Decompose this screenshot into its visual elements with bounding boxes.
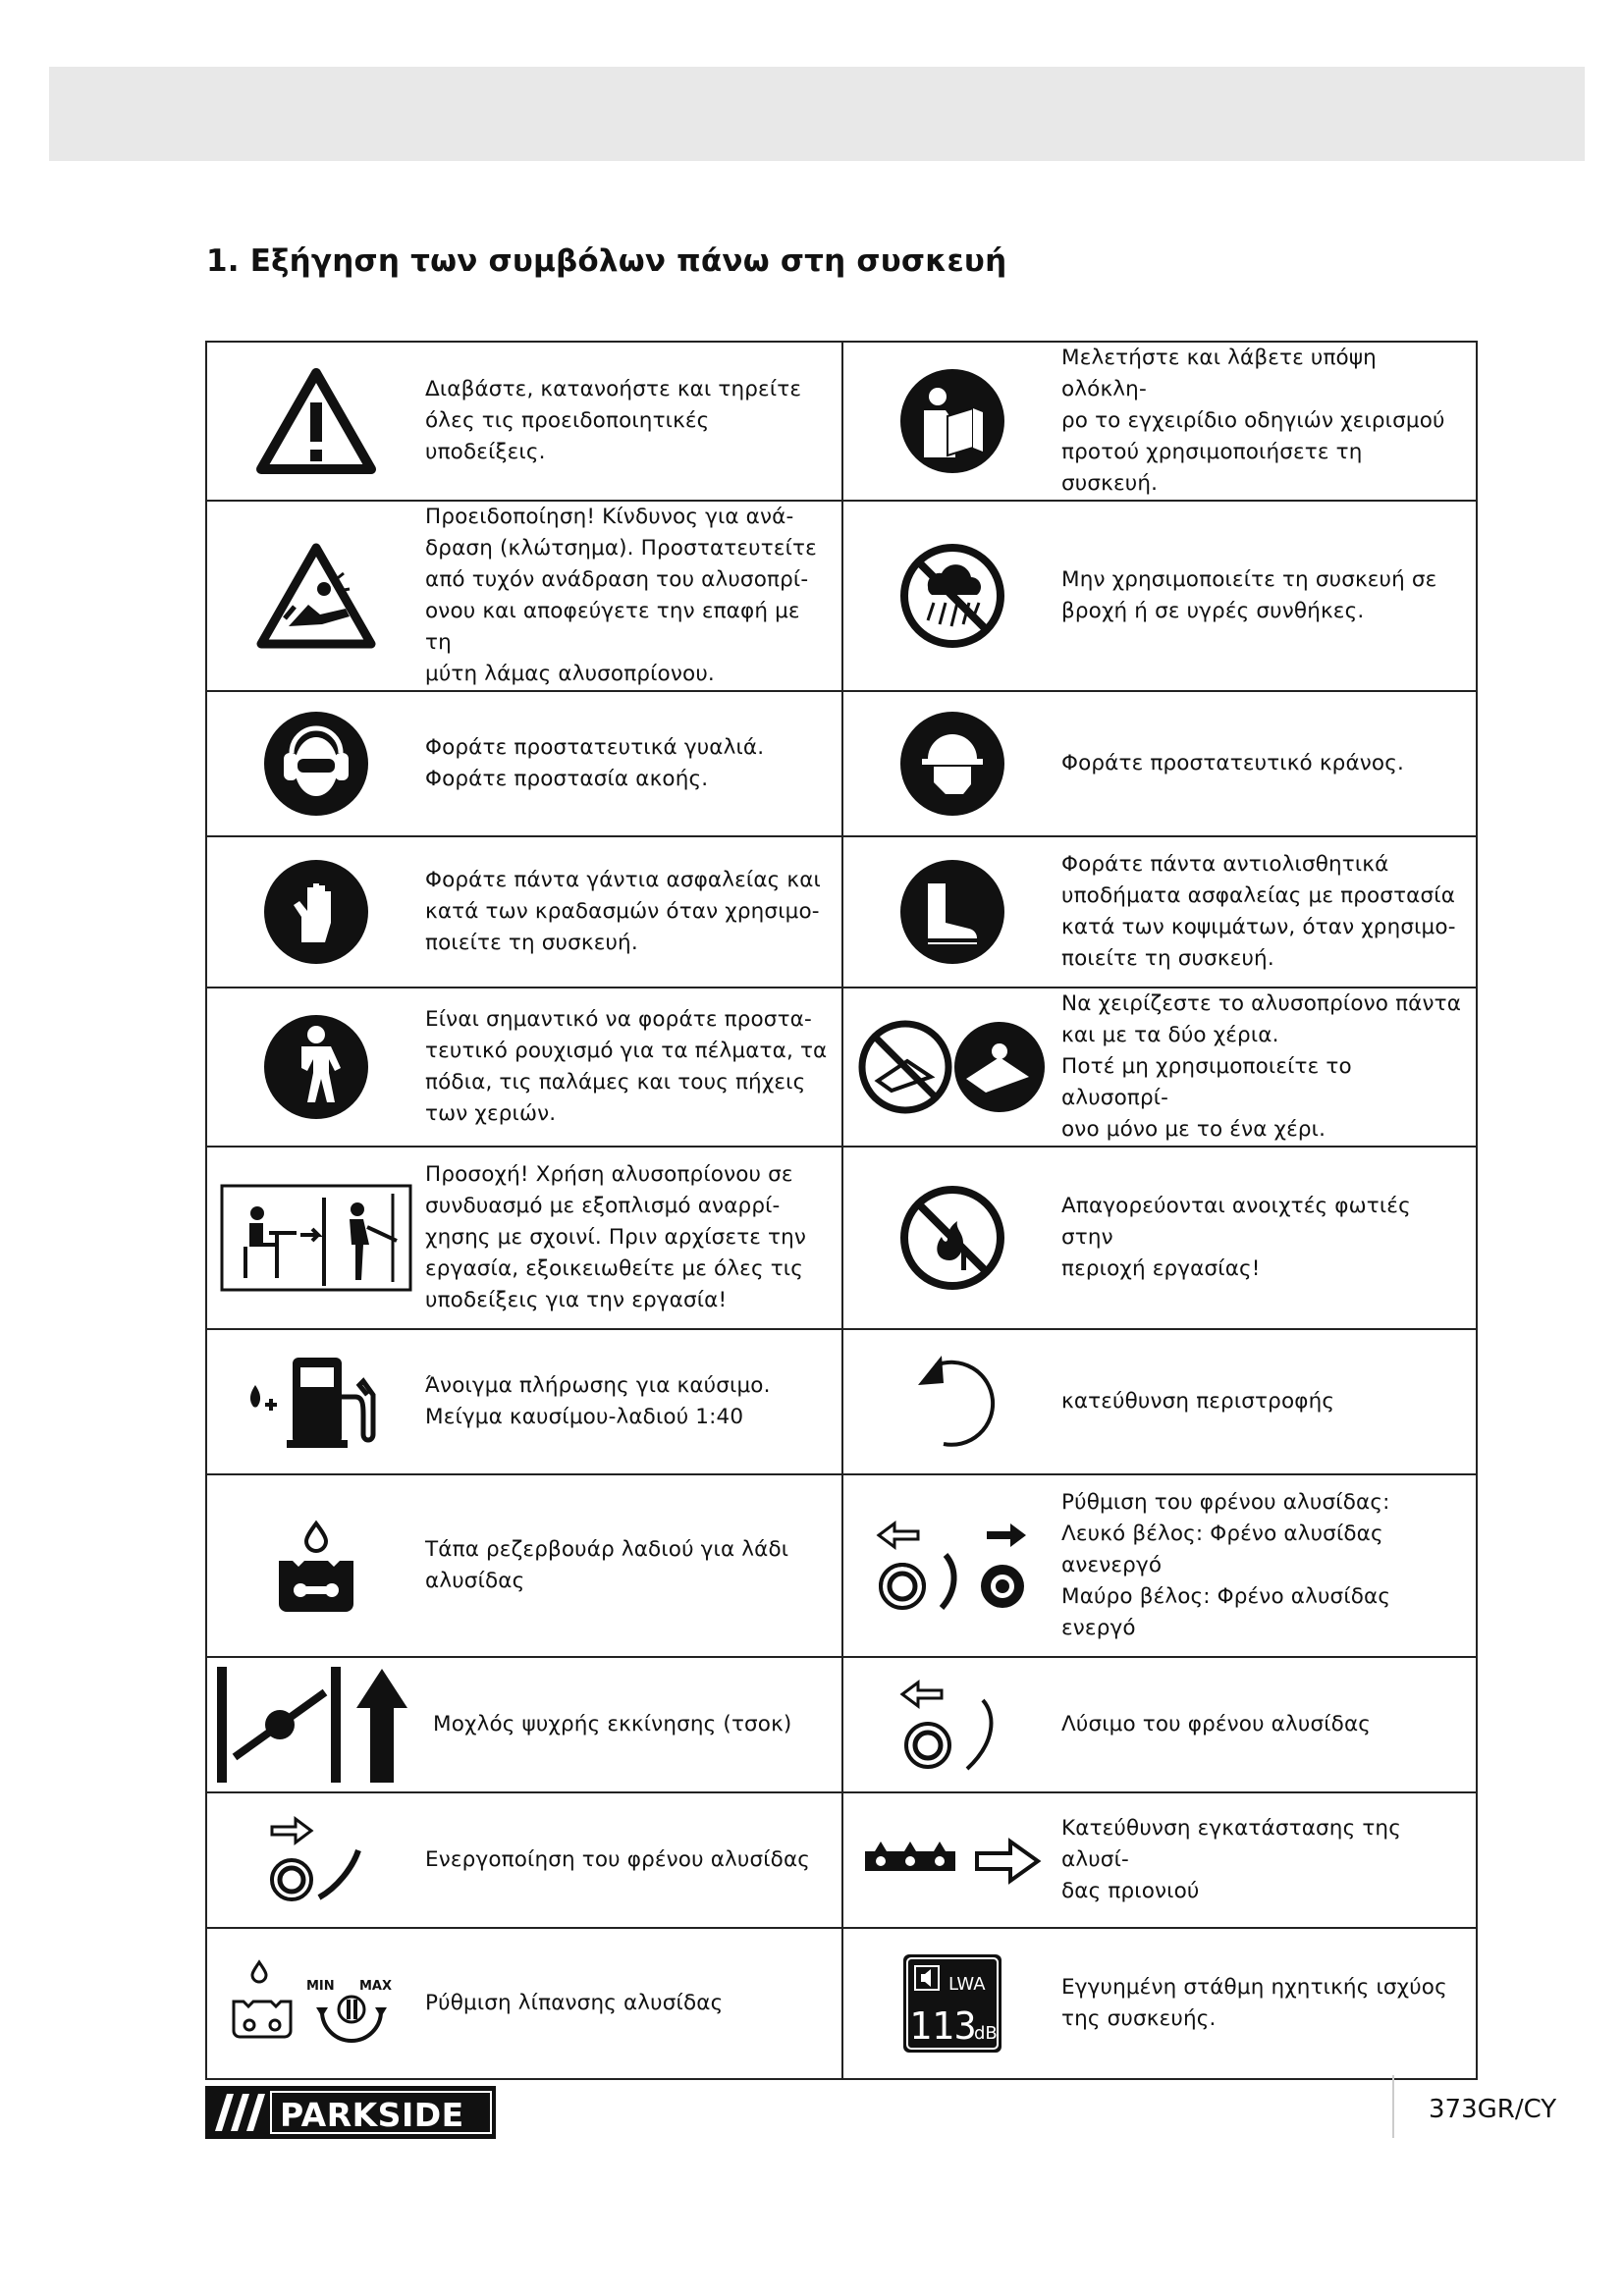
- protective-clothing-icon: [207, 1013, 425, 1121]
- table-row: [206, 1792, 1477, 1928]
- table-row: [206, 1657, 1477, 1792]
- document-code: 373GR/CY: [1429, 2095, 1557, 2124]
- table-row: [206, 1329, 1477, 1474]
- symbol-description: Εγγυημένη στάθμη ηχητικής ισχύος της συσκευής.: [1061, 1975, 1447, 2031]
- two-hands-operation-icon: [843, 1018, 1061, 1116]
- symbol-description: κατεύθυνση περιστροφής: [1061, 1389, 1335, 1414]
- symbol-description: Μοχλός ψυχρής εκκίνησης (τσοκ): [433, 1712, 792, 1736]
- max-label: MAX: [359, 1979, 393, 1994]
- symbol-description: Κατεύθυνση εγκατάστασης της αλυσί- δας πριονιού: [1061, 1816, 1401, 1903]
- symbol-description: Μελετήστε και λάβετε υπόψη ολόκλη- ρο το εγχειρίδιο οδηγιών χειρισμού προτού χρησιμοποιήσετε τη συσκευή.: [1061, 346, 1445, 496]
- symbol-description: Φοράτε πάντα αντιολισθητικά υποδήματα ασφαλείας με προστασία κατά των κοψιμάτων, όταν χρησιμο- ποιείτε τη συσκευή.: [1061, 852, 1456, 971]
- table-row: [206, 501, 1477, 691]
- symbol-description: Τάπα ρεζερβουάρ λαδιού για λάδι αλυσίδας: [425, 1537, 789, 1593]
- table-row: [206, 342, 1477, 501]
- table-row: [206, 1474, 1477, 1657]
- symbol-description: Λύσιμο του φρένου αλυσίδας: [1061, 1712, 1372, 1736]
- symbol-description: Προειδοποίηση! Κίνδυνος για ανά- δραση (κλώτσημα). Προστατευτείτε από τυχόν ανάδραση του αλυσοπρί- ονου και αποφεύγετε την επαφή με τη μύτη λάμας αλυσοπρίονου.: [425, 505, 817, 686]
- sound-power-icon: [843, 1952, 1061, 2055]
- rotation-direction-icon: [843, 1348, 1061, 1456]
- parkside-logo: [205, 2086, 496, 2139]
- section-title: 1. Εξήγηση των συμβόλων πάνω στη συσκευή: [206, 243, 1007, 279]
- symbol-description: Ρύθμιση του φρένου αλυσίδας: Λευκό βέλος: Φρένο αλυσίδας ανενεργό Μαύρο βέλος: Φρένο αλυσίδας ενεργό: [1061, 1490, 1391, 1640]
- symbol-description: Φοράτε πάντα γάντια ασφαλείας και κατά των κραδασμών όταν χρησιμο- ποιείτε τη συσκευή.: [425, 868, 821, 955]
- symbol-description: Ρύθμιση λίπανσης αλυσίδας: [425, 1991, 724, 2015]
- warning-triangle-icon: [207, 367, 425, 475]
- safety-boots-icon: [843, 858, 1061, 966]
- no-open-fire-icon: [843, 1184, 1061, 1292]
- goggles-ear-protection-icon: [207, 710, 425, 818]
- min-label: MIN: [306, 1979, 335, 1994]
- header-bar: [49, 67, 1585, 161]
- chain-brake-release-icon: [843, 1671, 1061, 1779]
- symbol-description: Προσοχή! Χρήση αλυσοπρίονου σε συνδυασμό με εξοπλισμό αναρρί- χησης με σχοινί. Πριν αρχίσετε την εργασία, εξοικειωθείτε με όλες τις υποδείξεις για την εργασία!: [425, 1162, 807, 1312]
- read-manual-icon: [843, 367, 1061, 475]
- table-row: [206, 988, 1477, 1147]
- chain-install-direction-icon: [843, 1826, 1061, 1895]
- symbol-description: Να χειρίζεστε το αλυσοπρίονο πάντα και με τα δύο χέρια. Ποτέ μη χρησιμοποιείτε το αλυσοπρί- ονο μόνο με το ένα χέρι.: [1061, 991, 1462, 1142]
- chain-lubrication-icon: [207, 1954, 425, 2053]
- symbol-description: Φοράτε προστατευτικά γυαλιά. Φοράτε προστασία ακοής.: [425, 735, 765, 791]
- symbol-description: Ενεργοποίηση του φρένου αλυσίδας: [425, 1847, 811, 1872]
- table-row: [206, 1928, 1477, 2079]
- table-row: [206, 836, 1477, 988]
- table-row: [206, 1147, 1477, 1329]
- symbol-description: Μην χρησιμοποιείτε τη συσκευή σε βροχή ή σε υγρές συνθήκες.: [1061, 567, 1437, 623]
- symbol-description: Φοράτε προστατευτικό κράνος.: [1061, 751, 1404, 775]
- table-row: [206, 691, 1477, 836]
- brand-name: PARKSIDE: [280, 2096, 464, 2134]
- footer-divider: [1392, 2075, 1394, 2138]
- rope-training-icon: [207, 1184, 425, 1292]
- sound-unit: dB: [974, 2023, 998, 2044]
- no-rain-icon: [843, 542, 1061, 650]
- symbols-table: [205, 341, 1478, 2080]
- chain-brake-setting-icon: [843, 1512, 1061, 1620]
- choke-lever-icon: [207, 1663, 425, 1787]
- chain-oil-cap-icon: [207, 1512, 425, 1620]
- chain-brake-activate-icon: [207, 1811, 425, 1909]
- symbol-description: Άνοιγμα πλήρωσης για καύσιμο. Μείγμα καυσίμου-λαδιού 1:40: [425, 1373, 771, 1429]
- symbol-description: Διαβάστε, κατανοήστε και τηρείτε όλες τις προειδοποιητικές υποδείξεις.: [425, 377, 802, 464]
- helmet-icon: [843, 710, 1061, 818]
- sound-value: 113: [909, 2004, 977, 2048]
- kickback-warning-icon: [207, 542, 425, 650]
- lwa-label: LWA: [948, 1974, 986, 1995]
- symbol-description: Είναι σημαντικό να φοράτε προστα- τευτικό ρουχισμό για τα πέλματα, τα πόδια, τις παλάμες και τους πήχεις των χεριών.: [425, 1007, 828, 1126]
- gloves-icon: [207, 858, 425, 966]
- symbol-description: Απαγορεύονται ανοιχτές φωτιές στην περιοχή εργασίας!: [1061, 1194, 1411, 1281]
- fuel-filler-icon: [207, 1348, 425, 1456]
